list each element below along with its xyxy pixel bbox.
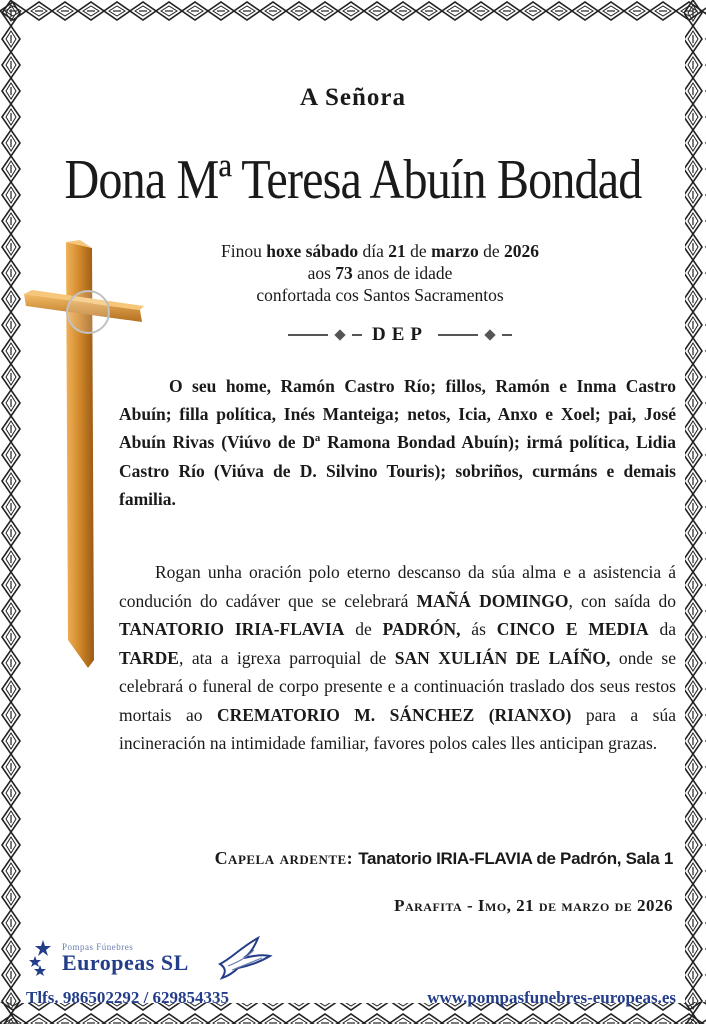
dove-icon xyxy=(214,934,274,982)
diamond-icon xyxy=(484,329,495,340)
phone-numbers: Tlfs. 986502292 / 629854335 xyxy=(26,988,230,1007)
place-date: Parafita - Imo, 21 de marzo de 2026 xyxy=(394,896,673,915)
chapel-value: Tanatorio IRIA-FLAVIA de Padrón, Sala 1 xyxy=(358,849,673,868)
divider-line xyxy=(438,334,478,336)
logo-subtitle: Pompas Fúnebres xyxy=(62,942,134,952)
dep-label: DEP xyxy=(372,324,428,345)
divider-line xyxy=(288,334,328,336)
death-info xyxy=(150,240,610,306)
divider-line xyxy=(502,334,512,336)
chapel-label: Capela ardente: xyxy=(214,848,359,868)
diamond-icon xyxy=(334,329,345,340)
death-line-1: Finou hoxe sábado día 21 de marzo de 2026 xyxy=(221,241,539,261)
deceased-name: Dona Mª Teresa Abuín Bondad xyxy=(64,149,642,211)
divider-line xyxy=(352,334,362,336)
chapel-info xyxy=(215,848,673,869)
announcement-paragraph: Rogan unha oración polo eterno descanso da súa alma e a asistencia á condución do cadáver que se celebrará MAÑÁ DOMINGO, con saída do TANATORIO IRIA-FLAVIA de PADRÓN, ás CINCO E MEDIA da TARDE, ata a igrexa parroquial de SAN XULIÁN DE LAÍÑO, onde se celebrará o funeral de corpo presente e a continuación traslado dos seus restos mortais ao CREMATORIO M. SÁNCHEZ (RIANXO) para a súa incineración na intimidade familiar, favores polos cales lles anticipan grazas. xyxy=(119,562,676,753)
death-line-2: aos 73 anos de idade xyxy=(307,263,453,283)
heading: A Señora xyxy=(300,84,406,111)
death-line-3: confortada cos Santos Sacramentos xyxy=(256,285,504,305)
star-icon xyxy=(28,938,58,978)
website-link[interactable]: www.pompasfunebres-europeas.es xyxy=(427,988,676,1007)
dep-divider xyxy=(270,322,530,348)
logo-title: Europeas SL xyxy=(62,950,189,975)
company-logo xyxy=(28,932,278,982)
family-paragraph: O seu home, Ramón Castro Río; fillos, Ramón e Inma Castro Abuín; filla política, Inés Manteiga; netos, Icia, Anxo e Xoel; pai, José Abuín Rivas (Viúvo de Dª Ramona Bondad Abuín); irmá política, Lidia Castro Río (Viúva de D. Silvino Touris); sobriños, curmáns e demais familia. xyxy=(119,376,676,509)
